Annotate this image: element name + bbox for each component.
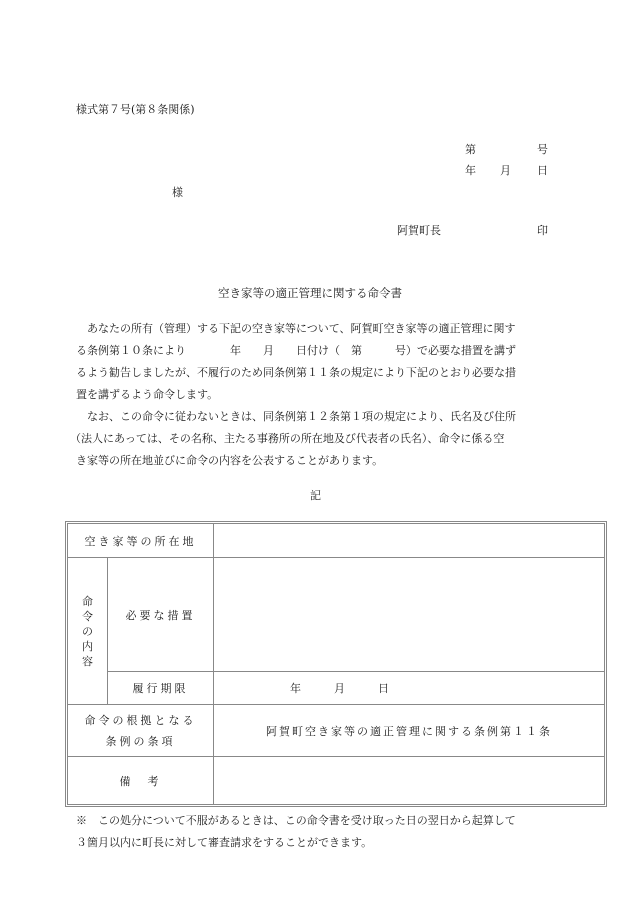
date-day: 日 <box>537 164 548 177</box>
location-value <box>214 524 605 558</box>
document-title: 空き家等の適正管理に関する命令書 <box>218 286 402 300</box>
basis-value: 阿賀町空き家等の適正管理に関する条例第１１条 <box>214 705 605 757</box>
body-line: る条例第１０条により 年 月 日付け（ 第 号）で必要な措置を講ず <box>76 344 516 357</box>
basis-label-line-1: 命令の根拠となる <box>84 713 197 727</box>
note-line: ３箇月以内に町長に対して審査請求をすることができます。 <box>76 836 373 849</box>
body-line: あなたの所有（管理）する下記の空き家等について、阿賀町空き家等の適正管理に関す <box>87 322 516 335</box>
body-line: （法人にあっては、その名称、主たる事務所の所在地及び代表者の氏名）、命令に係る空 <box>70 432 505 445</box>
body-line: き家等の所在地並びに命令の内容を公表することがあります。 <box>76 454 384 467</box>
body-paragraph-1 <box>76 318 558 406</box>
location-label: 空き家等の所在地 <box>68 524 214 558</box>
ki-heading: 記 <box>310 489 321 502</box>
issuer-seal: 印 <box>537 224 548 237</box>
remarks-value <box>214 757 605 805</box>
remarks-label: 備 考 <box>68 757 214 805</box>
body-line: るよう勧告しましたが、不履行のため同条例第１１条の規定により下記のとおり必要な措 <box>76 366 516 379</box>
form-label: 様式第７号(第８条関係) <box>76 103 195 116</box>
date-month: 月 <box>500 164 511 177</box>
deadline-value: 年 月 日 <box>214 672 605 705</box>
deadline-label: 履行期限 <box>108 672 214 705</box>
doc-number-prefix: 第 <box>465 143 476 156</box>
addressee-suffix: 様 <box>172 186 183 199</box>
basis-label <box>68 705 214 757</box>
issuer-title: 阿賀町長 <box>397 224 441 237</box>
notes <box>76 810 576 854</box>
note-line: ※ この処分について不服があるときは、この命令書を受け取った日の翌日から起算して <box>76 814 516 827</box>
order-table <box>67 523 605 805</box>
body-line: なお、この命令に従わないときは、同条例第１２条第１項の規定により、氏名及び住所 <box>87 410 516 423</box>
measures-value <box>214 558 605 672</box>
measures-label: 必要な措置 <box>108 558 214 672</box>
order-content-label: 命令の内容 <box>68 558 108 705</box>
doc-number-suffix: 号 <box>537 143 548 156</box>
basis-label-line-2: 条例の条項 <box>105 734 176 748</box>
body-paragraph-2 <box>70 406 558 472</box>
date-year: 年 <box>465 164 476 177</box>
body-line: 置を講ずるよう命令します。 <box>76 388 219 401</box>
